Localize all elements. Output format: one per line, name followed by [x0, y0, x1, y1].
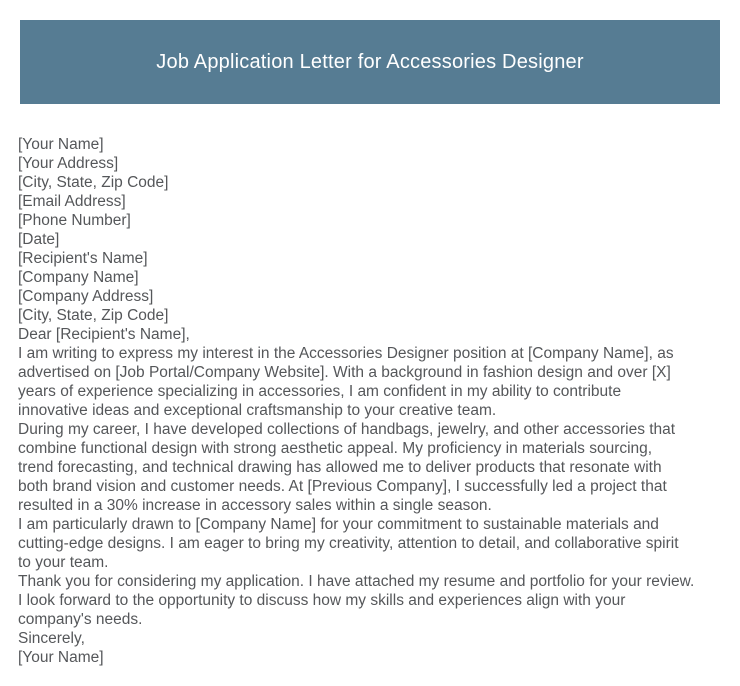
letter-line: [Your Name]: [18, 649, 104, 666]
letter-line: [Your Address]: [18, 155, 119, 172]
letter-line: resulted in a 30% increase in accessory sales within a single season.: [18, 497, 492, 514]
letter-line: [Company Name]: [18, 269, 139, 286]
letter-line: to your team.: [18, 554, 109, 571]
letter-line: [Recipient's Name]: [18, 250, 148, 267]
letter-line: [Email Address]: [18, 193, 126, 210]
letter-line: innovative ideas and exceptional craftsmanship to your creative team.: [18, 402, 497, 419]
letter-line: I am particularly drawn to [Company Name] for your commitment to sustainable materials and: [18, 516, 659, 533]
letter-line: advertised on [Job Portal/Company Website]. With a background in fashion design and over [X]: [18, 364, 671, 381]
page: [0, 20, 740, 686]
letter-line: [City, State, Zip Code]: [18, 174, 169, 191]
page-title: Job Application Letter for Accessories Designer: [156, 50, 584, 73]
letter-line: [Company Address]: [18, 288, 154, 305]
letter-line: combine functional design with strong aesthetic appeal. My proficiency in materials sourcing,: [18, 440, 653, 457]
letter-line: Dear [Recipient's Name],: [18, 326, 190, 343]
letter-body: [0, 135, 740, 667]
letter-title-banner: [20, 20, 720, 104]
letter-lines: [18, 135, 730, 667]
letter-line: I am writing to express my interest in the Accessories Designer position at [Company Name], as: [18, 345, 674, 362]
letter-line: both brand vision and customer needs. At [Previous Company], I successfully led a project that: [18, 478, 667, 495]
letter-line: trend forecasting, and technical drawing has allowed me to deliver products that resonate with: [18, 459, 662, 476]
letter-line: Sincerely,: [18, 630, 85, 647]
letter-line: [Phone Number]: [18, 212, 131, 229]
letter-line: [Your Name]: [18, 136, 104, 153]
letter-line: [City, State, Zip Code]: [18, 307, 169, 324]
letter-line: I look forward to the opportunity to discuss how my skills and experiences align with your: [18, 592, 626, 609]
letter-line: company's needs.: [18, 611, 143, 628]
letter-line: During my career, I have developed collections of handbags, jewelry, and other accessories that: [18, 421, 676, 438]
letter-line: years of experience specializing in accessories, I am confident in my ability to contribute: [18, 383, 622, 400]
letter-line: cutting-edge designs. I am eager to bring my creativity, attention to detail, and collaborative spirit: [18, 535, 679, 552]
letter-line: Thank you for considering my application. I have attached my resume and portfolio for your review.: [18, 573, 695, 590]
letter-line: [Date]: [18, 231, 60, 248]
